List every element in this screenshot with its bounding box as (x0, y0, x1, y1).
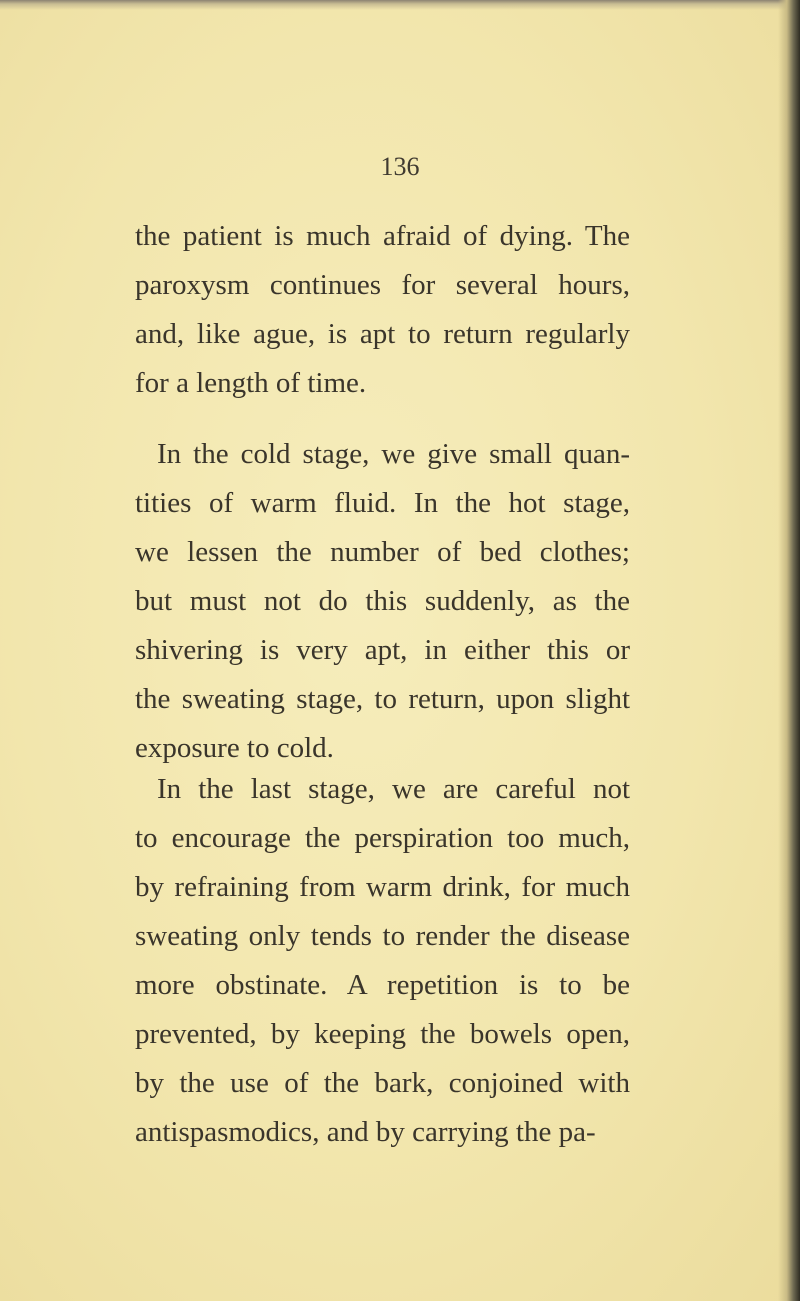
text-line: the patient is much afraid of dying. The (135, 220, 630, 252)
text-line: and, like ague, is apt to return regularly (135, 318, 630, 350)
page-number: 136 (380, 152, 420, 181)
page-top-edge (0, 0, 800, 10)
text-line: In the last stage, we are careful not (157, 773, 630, 805)
paragraph-1 (135, 212, 630, 408)
paragraph-3 (135, 765, 630, 1157)
text-line: but must not do this suddenly, as the (135, 585, 630, 617)
text-line: prevented, by keeping the bowels open, (135, 1018, 630, 1050)
text-line: In the cold stage, we give small quan- (157, 438, 630, 470)
paragraph-2 (135, 430, 630, 773)
text-line: by refraining from warm drink, for much (135, 871, 630, 903)
text-line: shivering is very apt, in either this or (135, 634, 630, 666)
text-line: we lessen the number of bed clothes; (135, 536, 630, 568)
text-line: more obstinate. A repetition is to be (135, 969, 630, 1001)
text-line: to encourage the perspiration too much, (135, 822, 630, 854)
text-line: paroxysm continues for several hours, (135, 269, 630, 301)
text-line: the sweating stage, to return, upon slight (135, 683, 630, 715)
text-line: antispasmodics, and by carrying the pa- (135, 1116, 596, 1148)
text-line: tities of warm fluid. In the hot stage, (135, 487, 630, 519)
text-line: by the use of the bark, conjoined with (135, 1067, 630, 1099)
text-line: exposure to cold. (135, 732, 334, 764)
page-binding-edge (778, 0, 800, 1301)
text-line: for a length of time. (135, 367, 367, 399)
text-line: sweating only tends to render the disease (135, 920, 630, 952)
